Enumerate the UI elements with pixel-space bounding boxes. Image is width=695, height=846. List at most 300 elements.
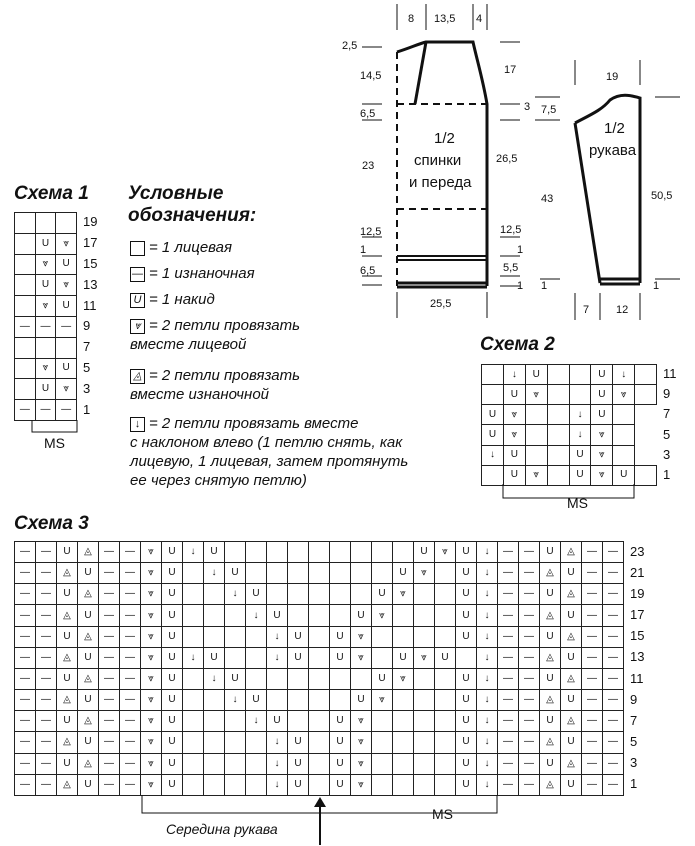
grid-cell (225, 753, 246, 774)
grid-cell: ◬ (57, 690, 78, 711)
grid-cell: — (15, 400, 36, 421)
grid-cell: U (162, 668, 183, 689)
grid-row (15, 316, 77, 337)
grid-cell: U (456, 584, 477, 605)
grid-cell: U (267, 605, 288, 626)
grid-cell: — (120, 774, 141, 795)
grid-cell: ↓ (267, 753, 288, 774)
grid-cell: ⩔ (414, 563, 435, 584)
grid-cell: U (35, 233, 56, 254)
row-number: 13 (630, 649, 645, 665)
legend-text: = 1 накид (149, 291, 215, 308)
grid-cell (547, 445, 569, 465)
grid-cell: ⩔ (351, 647, 372, 668)
row-number: 3 (83, 380, 91, 396)
grid-cell: ◬ (561, 584, 582, 605)
grid-cell (56, 213, 77, 234)
grid-row (15, 379, 77, 400)
grid-cell (372, 711, 393, 732)
grid-cell (56, 337, 77, 358)
grid-cell (309, 605, 330, 626)
body-right-dim-7: 1 (517, 280, 524, 292)
grid-cell (288, 584, 309, 605)
grid-cell (547, 425, 569, 445)
grid-cell: ↓ (477, 732, 498, 753)
grid-cell (246, 626, 267, 647)
grid-cell (330, 584, 351, 605)
grid-cell: ◬ (540, 563, 561, 584)
row-number: 7 (83, 339, 91, 355)
grid-cell: ↓ (225, 690, 246, 711)
grid-cell (183, 690, 204, 711)
grid-cell (288, 563, 309, 584)
grid-cell: U (57, 542, 78, 563)
grid-cell: U (540, 711, 561, 732)
sleeve-bottom-dim-1: 7 (583, 304, 590, 316)
grid-cell: ↓ (569, 405, 591, 425)
grid-cell: U (162, 563, 183, 584)
grid-cell: ↓ (477, 542, 498, 563)
grid-cell: — (15, 563, 36, 584)
row-number: 3 (630, 755, 638, 771)
grid-cell: U (78, 690, 99, 711)
grid-cell: — (99, 711, 120, 732)
grid-cell: ↓ (267, 774, 288, 795)
grid-cell (183, 626, 204, 647)
legend-text: вместе лицевой (130, 336, 247, 353)
grid-cell: — (519, 732, 540, 753)
grid-cell: U (78, 605, 99, 626)
grid-cell: ⩔ (35, 254, 56, 275)
grid-cell: — (36, 584, 57, 605)
grid-cell: U (351, 605, 372, 626)
grid-cell: ⩔ (141, 753, 162, 774)
grid-row (15, 647, 624, 668)
sleeve-middle-caption: Середина рукава (166, 821, 278, 837)
grid-cell (246, 542, 267, 563)
body-left-dim-1: 2,5 (342, 40, 358, 52)
grid-row (15, 254, 77, 275)
grid-cell: U (372, 584, 393, 605)
grid-cell (372, 647, 393, 668)
body-left-dim-3: 6,5 (360, 108, 376, 120)
grid-cell (414, 605, 435, 626)
grid-cell (204, 753, 225, 774)
grid-row (482, 365, 657, 385)
grid-cell: ⩔ (56, 233, 77, 254)
body-label-2: спинки (414, 152, 462, 169)
grid-cell: ◬ (78, 542, 99, 563)
grid-cell: ⩔ (613, 385, 635, 405)
grid-cell: ◬ (561, 753, 582, 774)
grid-cell: U (561, 774, 582, 795)
grid-cell (288, 605, 309, 626)
grid-cell (372, 563, 393, 584)
grid-cell: U (162, 711, 183, 732)
grid-cell: U (57, 668, 78, 689)
grid-cell: U (561, 690, 582, 711)
grid-cell: ↓ (482, 445, 504, 465)
grid-cell: ◬ (78, 668, 99, 689)
grid-cell (183, 584, 204, 605)
row-number: 1 (83, 401, 91, 417)
grid-cell: U (78, 732, 99, 753)
grid-cell (204, 605, 225, 626)
grid-cell: ◬ (78, 753, 99, 774)
grid-cell: ◬ (561, 626, 582, 647)
grid-cell: U (246, 690, 267, 711)
grid-cell: ⩔ (141, 542, 162, 563)
grid-cell: — (519, 626, 540, 647)
grid-cell: ⩔ (141, 711, 162, 732)
grid-cell: ⩔ (141, 647, 162, 668)
grid-cell: — (582, 626, 603, 647)
grid-cell: U (351, 690, 372, 711)
grid-cell: — (519, 647, 540, 668)
scheme3-grid (14, 541, 624, 796)
grid-cell: U (613, 465, 635, 485)
grid-row (15, 337, 77, 358)
body-left-dim-4: 23 (362, 160, 375, 172)
grid-cell (351, 542, 372, 563)
grid-cell: U (330, 647, 351, 668)
grid-cell (309, 584, 330, 605)
grid-cell (414, 753, 435, 774)
grid-cell: U (246, 584, 267, 605)
grid-cell: ⩔ (351, 711, 372, 732)
sleeve-right-dim-2: 1 (653, 280, 660, 292)
grid-cell (246, 647, 267, 668)
grid-cell (288, 668, 309, 689)
row-number: 11 (83, 297, 97, 313)
row-number: 7 (630, 712, 638, 728)
grid-cell: ⩔ (393, 584, 414, 605)
grid-cell: ⩔ (525, 465, 547, 485)
grid-cell (309, 647, 330, 668)
grid-cell: U (503, 385, 525, 405)
legend-item (130, 366, 450, 404)
grid-cell (183, 732, 204, 753)
legend-text: = 1 лицевая (149, 239, 233, 256)
grid-cell: — (15, 774, 36, 795)
grid-cell: U (456, 626, 477, 647)
grid-cell: — (36, 563, 57, 584)
legend-symbol-icon: ⩔ (130, 319, 145, 334)
grid-cell: — (15, 647, 36, 668)
grid-cell (435, 626, 456, 647)
grid-cell: U (162, 626, 183, 647)
grid-row (15, 605, 624, 626)
grid-cell: ◬ (57, 563, 78, 584)
grid-cell: U (57, 753, 78, 774)
grid-row (15, 690, 624, 711)
grid-cell: — (519, 690, 540, 711)
grid-cell: U (435, 647, 456, 668)
grid-cell: — (582, 711, 603, 732)
grid-cell: U (78, 647, 99, 668)
grid-cell (204, 626, 225, 647)
row-number: 15 (630, 628, 645, 644)
body-top-dim-3: 4 (476, 13, 483, 25)
grid-cell: ↓ (225, 584, 246, 605)
grid-cell: U (456, 753, 477, 774)
legend-title-2: обозначения: (128, 205, 257, 226)
grid-cell: — (99, 605, 120, 626)
grid-cell: ⩔ (591, 465, 613, 485)
grid-cell: ⩔ (56, 275, 77, 296)
grid-row (482, 465, 657, 485)
grid-cell: — (519, 668, 540, 689)
grid-cell (635, 465, 657, 485)
grid-row (15, 774, 624, 795)
grid-cell: U (540, 753, 561, 774)
grid-cell: ⩔ (141, 626, 162, 647)
row-number: 15 (83, 256, 98, 271)
grid-cell: ◬ (78, 711, 99, 732)
grid-cell (246, 668, 267, 689)
grid-cell: U (393, 563, 414, 584)
grid-cell (393, 711, 414, 732)
grid-cell (330, 563, 351, 584)
grid-cell: U (456, 711, 477, 732)
grid-cell: U (162, 647, 183, 668)
grid-cell (547, 365, 569, 385)
grid-cell: — (36, 668, 57, 689)
grid-cell: U (162, 732, 183, 753)
grid-cell: ⩔ (141, 584, 162, 605)
grid-cell (435, 584, 456, 605)
grid-cell: U (204, 542, 225, 563)
grid-row (15, 711, 624, 732)
grid-cell: — (120, 542, 141, 563)
row-number: 1 (663, 466, 671, 482)
grid-cell (15, 296, 36, 317)
grid-cell: ↓ (267, 732, 288, 753)
grid-cell: ↓ (613, 365, 635, 385)
grid-cell: — (603, 732, 624, 753)
grid-cell: — (582, 584, 603, 605)
grid-cell: ⩔ (351, 774, 372, 795)
legend-text: = 1 изнаночная (149, 265, 255, 282)
grid-cell (15, 254, 36, 275)
grid-cell (204, 690, 225, 711)
grid-cell: — (582, 563, 603, 584)
grid-cell: — (35, 400, 56, 421)
legend-text: вместе изнаночной (130, 386, 269, 403)
grid-cell: — (120, 753, 141, 774)
grid-cell (15, 233, 36, 254)
grid-cell: — (99, 732, 120, 753)
grid-cell: ◬ (540, 605, 561, 626)
grid-row (15, 626, 624, 647)
row-number: 9 (630, 691, 638, 707)
grid-cell (309, 774, 330, 795)
grid-cell: U (591, 385, 613, 405)
grid-cell: U (503, 445, 525, 465)
grid-cell: — (603, 774, 624, 795)
grid-row (15, 358, 77, 379)
grid-cell: ◬ (561, 711, 582, 732)
grid-cell: ⩔ (435, 542, 456, 563)
body-left-dim-6: 1 (360, 244, 367, 256)
body-label-1: 1/2 (434, 130, 455, 147)
grid-cell: ↓ (503, 365, 525, 385)
grid-row (15, 213, 77, 234)
grid-cell: ↓ (477, 690, 498, 711)
grid-cell (613, 445, 635, 465)
grid-cell (547, 385, 569, 405)
row-number: 13 (83, 276, 98, 292)
grid-cell: ↓ (204, 668, 225, 689)
grid-cell (183, 711, 204, 732)
grid-cell (547, 405, 569, 425)
grid-cell (351, 563, 372, 584)
grid-cell: — (36, 774, 57, 795)
grid-cell: — (498, 626, 519, 647)
sleeve-bottom-dim-2: 12 (616, 304, 629, 316)
grid-cell: — (15, 605, 36, 626)
row-number: 17 (630, 607, 645, 623)
grid-cell (547, 465, 569, 485)
grid-cell (288, 542, 309, 563)
body-top-dim-1: 8 (408, 13, 415, 25)
grid-cell: — (15, 584, 36, 605)
grid-cell: — (36, 732, 57, 753)
grid-cell: ↓ (183, 647, 204, 668)
grid-cell: — (99, 774, 120, 795)
grid-cell: U (35, 379, 56, 400)
grid-cell: U (330, 774, 351, 795)
grid-cell (482, 365, 504, 385)
grid-cell (414, 668, 435, 689)
grid-cell: ↓ (477, 668, 498, 689)
grid-row (482, 425, 657, 445)
grid-cell: — (582, 647, 603, 668)
body-right-dim-1: 17 (504, 64, 517, 76)
legend-item (130, 414, 450, 490)
grid-cell: — (582, 732, 603, 753)
grid-cell (267, 668, 288, 689)
grid-cell (351, 584, 372, 605)
grid-cell: U (267, 711, 288, 732)
grid-cell (183, 668, 204, 689)
grid-cell: — (498, 774, 519, 795)
grid-cell: ⩔ (141, 605, 162, 626)
scheme1-grid (14, 212, 77, 421)
grid-cell: ↓ (477, 753, 498, 774)
grid-cell: — (120, 584, 141, 605)
grid-cell: ⩔ (141, 668, 162, 689)
grid-cell (15, 337, 36, 358)
sleeve-label-1: 1/2 (604, 120, 625, 137)
grid-cell (414, 711, 435, 732)
legend-text: с наклоном влево (1 петлю снять, как (130, 434, 403, 451)
grid-cell (267, 584, 288, 605)
grid-cell (225, 774, 246, 795)
grid-cell: — (15, 626, 36, 647)
grid-cell: U (56, 358, 77, 379)
grid-cell: — (15, 542, 36, 563)
grid-cell (309, 668, 330, 689)
grid-row (15, 400, 77, 421)
grid-cell (456, 647, 477, 668)
body-right-dim-3: 26,5 (496, 153, 518, 165)
grid-cell: U (225, 668, 246, 689)
grid-cell (435, 774, 456, 795)
grid-cell: ⩔ (56, 379, 77, 400)
row-number: 11 (630, 670, 644, 686)
grid-cell: — (582, 542, 603, 563)
row-number: 19 (83, 214, 98, 230)
grid-cell (330, 668, 351, 689)
grid-cell: — (498, 690, 519, 711)
grid-cell: U (162, 774, 183, 795)
grid-cell (267, 690, 288, 711)
grid-cell: U (78, 563, 99, 584)
legend-item (130, 316, 450, 354)
grid-cell (35, 213, 56, 234)
grid-cell: — (603, 753, 624, 774)
row-number: 5 (630, 734, 638, 750)
sleeve-left-dim-2: 43 (541, 193, 554, 205)
grid-cell (225, 732, 246, 753)
grid-cell: — (582, 753, 603, 774)
grid-cell: ⩔ (141, 732, 162, 753)
grid-cell: U (540, 542, 561, 563)
grid-row (15, 584, 624, 605)
grid-cell (569, 365, 591, 385)
grid-cell (372, 732, 393, 753)
grid-cell: U (525, 365, 547, 385)
grid-cell: ◬ (57, 605, 78, 626)
grid-cell: U (591, 365, 613, 385)
grid-cell (288, 690, 309, 711)
body-left-dim-7: 6,5 (360, 265, 376, 277)
grid-cell: U (456, 774, 477, 795)
grid-cell (435, 668, 456, 689)
grid-cell (372, 774, 393, 795)
grid-cell: U (561, 605, 582, 626)
grid-cell: U (372, 668, 393, 689)
legend-symbol-icon: ↓ (130, 417, 145, 432)
grid-cell: — (99, 563, 120, 584)
grid-cell: — (99, 753, 120, 774)
grid-cell (15, 379, 36, 400)
grid-cell (183, 774, 204, 795)
grid-cell: — (498, 732, 519, 753)
body-right-dim-5: 1 (517, 244, 524, 256)
row-number: 1 (630, 776, 638, 792)
grid-cell: U (456, 690, 477, 711)
grid-cell: U (456, 732, 477, 753)
grid-cell: U (540, 584, 561, 605)
grid-cell: — (120, 732, 141, 753)
grid-row (15, 542, 624, 563)
row-number: 7 (663, 406, 671, 422)
legend-text: = 2 петли провязать вместе (149, 415, 359, 432)
sleeve-left-dim-3: 1 (541, 280, 548, 292)
grid-cell: — (120, 690, 141, 711)
grid-cell: U (288, 626, 309, 647)
grid-cell: ⩔ (591, 445, 613, 465)
body-left-dim-2: 14,5 (360, 70, 382, 82)
legend-text: = 2 петли провязать (149, 317, 300, 334)
row-number: 19 (630, 585, 645, 601)
grid-cell: ↓ (477, 647, 498, 668)
grid-cell: ⩔ (351, 753, 372, 774)
grid-cell: U (482, 405, 504, 425)
grid-cell: — (603, 690, 624, 711)
